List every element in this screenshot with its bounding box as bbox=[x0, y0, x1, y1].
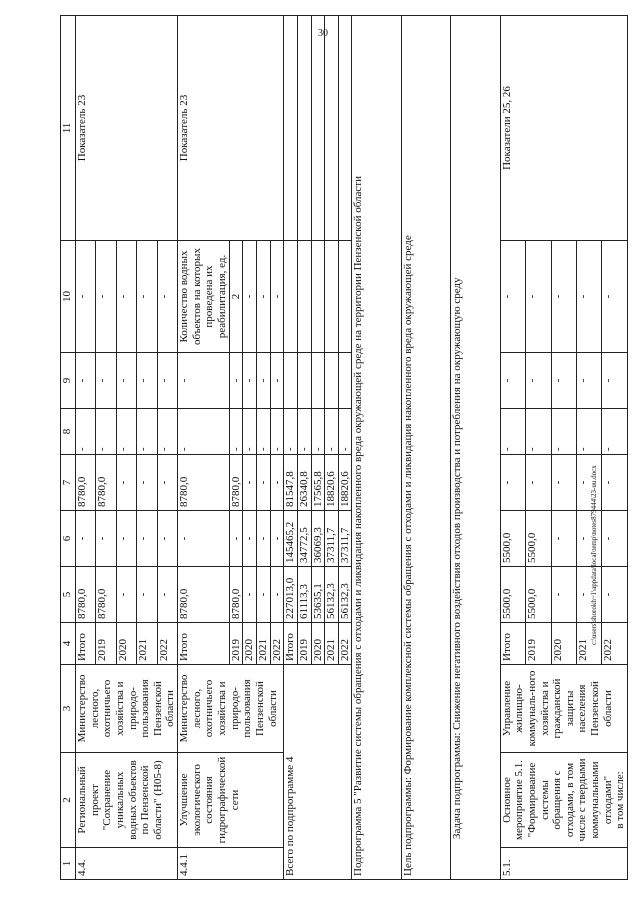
value-cell: 53635,1 bbox=[311, 567, 325, 623]
year-cell: 2019 bbox=[526, 623, 551, 665]
value-cell: - bbox=[325, 409, 339, 455]
year-cell: 2022 bbox=[270, 623, 284, 665]
value-cell: - bbox=[178, 409, 230, 455]
value-cell: 56132,3 bbox=[338, 567, 352, 623]
document-path-footer: c:\users\shorokh~1\appdata\local\temp\notes879444\23-uu.docx bbox=[590, 465, 598, 645]
value-cell: - bbox=[96, 409, 116, 455]
value-cell: - bbox=[551, 353, 576, 409]
year-cell: 2019 bbox=[297, 623, 311, 665]
year-cell: 2022 bbox=[602, 623, 628, 665]
col-num: 3 bbox=[61, 665, 76, 753]
year-cell: 2021 bbox=[577, 623, 602, 665]
year-cell: 2021 bbox=[256, 623, 270, 665]
empty-cell bbox=[297, 16, 311, 241]
value-cell: - bbox=[338, 409, 352, 455]
col-num: 9 bbox=[61, 353, 76, 409]
col-num: 4 bbox=[61, 623, 76, 665]
measure-name-sub: в том числе: bbox=[614, 771, 627, 829]
value-cell: - bbox=[500, 241, 525, 353]
year-cell: Итого bbox=[284, 623, 298, 665]
total-row bbox=[284, 16, 298, 880]
value-cell: - bbox=[551, 567, 576, 623]
value-cell: 26340,8 bbox=[297, 455, 311, 511]
value-cell: 5500,0 bbox=[526, 567, 551, 623]
empty-cell bbox=[297, 353, 311, 409]
subprogram-title: Подпрограмма 5 "Развитие системы обращения с отходами и ликвидация накопленного вреда окружающей среде на территории Пензенской области bbox=[352, 16, 401, 880]
value-cell: - bbox=[602, 409, 628, 455]
value-cell: - bbox=[116, 409, 136, 455]
value-cell: - bbox=[311, 409, 325, 455]
value-cell: 8780,0 bbox=[178, 455, 230, 511]
value-cell: - bbox=[157, 567, 177, 623]
value-cell: 34772,5 bbox=[297, 511, 311, 567]
value-cell: 61113,3 bbox=[297, 567, 311, 623]
empty-cell bbox=[325, 353, 339, 409]
measure-name bbox=[500, 753, 627, 848]
value-cell: - bbox=[500, 353, 525, 409]
value-cell: - bbox=[76, 353, 96, 409]
indicator-ref: Показатель 23 bbox=[76, 16, 178, 241]
value-cell: - bbox=[116, 241, 136, 353]
value-cell: - bbox=[137, 241, 157, 353]
value-cell: - bbox=[270, 455, 284, 511]
executor: Министерство лесного, охотничьего хозяйства и природо-пользования Пензенской области bbox=[76, 665, 178, 753]
value-cell: - bbox=[577, 567, 602, 623]
year-cell: 2020 bbox=[116, 623, 136, 665]
empty-cell bbox=[311, 241, 325, 353]
value-cell: 36069,3 bbox=[311, 511, 325, 567]
value-cell: - bbox=[96, 241, 116, 353]
value-cell: - bbox=[284, 409, 298, 455]
value-cell: 81547,8 bbox=[284, 455, 298, 511]
value-cell: 5500,0 bbox=[500, 567, 525, 623]
value-cell: - bbox=[256, 409, 270, 455]
value-cell: - bbox=[526, 409, 551, 455]
value-cell: - bbox=[229, 353, 243, 409]
subprogram-goal: Цель подпрограммы: Формирование комплексной системы обращения с отходами и ликвидация накопленного вреда окружающей среде bbox=[401, 16, 450, 880]
value-cell: - bbox=[243, 353, 257, 409]
value-cell: - bbox=[526, 241, 551, 353]
value-cell: - bbox=[500, 455, 525, 511]
subprogram-task: Задача подпрограммы: Снижение негативного воздействия отходов производства и потребления на окружающую среду bbox=[451, 16, 500, 880]
col-num: 2 bbox=[61, 753, 76, 848]
value-cell: 37311,7 bbox=[338, 511, 352, 567]
subprogram-task-row bbox=[451, 16, 500, 880]
value-cell: - bbox=[76, 409, 96, 455]
value-cell: - bbox=[116, 455, 136, 511]
value-cell: - bbox=[157, 241, 177, 353]
empty-cell bbox=[311, 353, 325, 409]
column-number-row bbox=[61, 16, 76, 880]
value-cell: - bbox=[256, 353, 270, 409]
col-num: 10 bbox=[61, 241, 76, 353]
table-row bbox=[178, 16, 230, 880]
value-cell: - bbox=[76, 511, 96, 567]
row-number: 4.4.1 bbox=[178, 848, 284, 880]
value-cell: - bbox=[270, 511, 284, 567]
empty-cell bbox=[297, 241, 311, 353]
value-cell: - bbox=[76, 241, 96, 353]
executor: Управление жилищно-коммуналь-ного хозяйства и гражданской защиты населения Пензенской области bbox=[500, 665, 627, 753]
value-cell: 8780,0 bbox=[96, 455, 116, 511]
value-cell: - bbox=[157, 455, 177, 511]
col-num: 5 bbox=[61, 567, 76, 623]
value-cell: - bbox=[551, 511, 576, 567]
value-cell: - bbox=[551, 455, 576, 511]
value-cell: - bbox=[157, 409, 177, 455]
value-cell: 8780,0 bbox=[96, 567, 116, 623]
measure-name-text: Основное мероприятие 5.1. "Формирование системы обращения с отходами, в том числе с твердыми коммунальными отходами" bbox=[500, 758, 614, 842]
col-num: 1 bbox=[61, 848, 76, 880]
col-num: 7 bbox=[61, 455, 76, 511]
value-cell: 56132,3 bbox=[325, 567, 339, 623]
value-cell: - bbox=[157, 353, 177, 409]
value-cell: - bbox=[137, 455, 157, 511]
empty-cell bbox=[284, 353, 298, 409]
measure-name: Региональный проект "Сохранение уникальных водных объектов по Пензенской области" (Н05-8) bbox=[76, 753, 178, 848]
empty-cell bbox=[284, 16, 298, 241]
year-cell: 2019 bbox=[96, 623, 116, 665]
value-cell: - bbox=[297, 409, 311, 455]
col-num: 8 bbox=[61, 409, 76, 455]
subprogram-goal-row bbox=[401, 16, 450, 880]
value-cell: - bbox=[116, 567, 136, 623]
row-number: 5.1. bbox=[500, 848, 627, 880]
value-cell: - bbox=[229, 409, 243, 455]
empty-cell bbox=[325, 16, 339, 241]
value-cell: - bbox=[270, 353, 284, 409]
empty-cell bbox=[284, 241, 298, 353]
empty-cell bbox=[325, 241, 339, 353]
empty-cell bbox=[338, 353, 352, 409]
value-cell: 5500,0 bbox=[526, 511, 551, 567]
col-num: 6 bbox=[61, 511, 76, 567]
budget-table bbox=[60, 15, 628, 880]
value-cell: - bbox=[256, 567, 270, 623]
value-cell: - bbox=[178, 511, 230, 567]
value-cell: - bbox=[526, 455, 551, 511]
col-num: 11 bbox=[61, 16, 76, 241]
value-cell: - bbox=[137, 511, 157, 567]
value-cell: 8780,0 bbox=[76, 455, 96, 511]
value-cell: 37311,7 bbox=[325, 511, 339, 567]
year-cell: 2019 bbox=[229, 623, 243, 665]
value-cell: 8780,0 bbox=[76, 567, 96, 623]
value-cell: 8780,0 bbox=[178, 567, 230, 623]
value-cell: - bbox=[256, 511, 270, 567]
value-cell: 18820,6 bbox=[325, 455, 339, 511]
empty-cell bbox=[338, 241, 352, 353]
empty-cell bbox=[311, 16, 325, 241]
measure-name: Улучшение экологического состояния гидрографической сети bbox=[178, 753, 284, 848]
value-cell: - bbox=[243, 241, 257, 353]
year-cell: Итого bbox=[178, 623, 230, 665]
year-cell: 2020 bbox=[551, 623, 576, 665]
value-cell: - bbox=[577, 353, 602, 409]
value-cell: 2 bbox=[229, 241, 243, 353]
table-row bbox=[500, 16, 525, 880]
value-cell: - bbox=[602, 353, 628, 409]
indicator-ref: Показатели 25, 26 bbox=[500, 16, 627, 241]
year-cell: Итого bbox=[500, 623, 525, 665]
value-cell: - bbox=[256, 455, 270, 511]
total-label: Всего по подпрограмме 4 bbox=[284, 665, 352, 880]
year-cell: Итого bbox=[76, 623, 96, 665]
value-cell: - bbox=[229, 511, 243, 567]
value-cell: - bbox=[551, 241, 576, 353]
value-cell: - bbox=[577, 409, 602, 455]
value-cell: - bbox=[116, 511, 136, 567]
year-cell: 2020 bbox=[311, 623, 325, 665]
year-cell: 2022 bbox=[338, 623, 352, 665]
value-cell: - bbox=[577, 511, 602, 567]
value-cell: - bbox=[243, 567, 257, 623]
value-cell: - bbox=[243, 511, 257, 567]
value-cell: - bbox=[96, 511, 116, 567]
value-cell: - bbox=[256, 241, 270, 353]
table-row bbox=[76, 16, 96, 880]
subprogram-title-row bbox=[352, 16, 401, 880]
value-cell: - bbox=[270, 567, 284, 623]
value-cell: - bbox=[270, 409, 284, 455]
value-cell: 8780,0 bbox=[229, 567, 243, 623]
value-cell: 5500,0 bbox=[500, 511, 525, 567]
value-cell: - bbox=[137, 353, 157, 409]
value-cell: 227013,0 bbox=[284, 567, 298, 623]
value-cell: - bbox=[96, 353, 116, 409]
value-cell: - bbox=[270, 241, 284, 353]
rotated-table-container bbox=[60, 16, 628, 880]
year-cell: 2022 bbox=[157, 623, 177, 665]
value-cell: - bbox=[157, 511, 177, 567]
indicator-ref: Показатель 23 bbox=[178, 16, 284, 241]
value-cell: 145465,2 bbox=[284, 511, 298, 567]
year-cell: 2021 bbox=[325, 623, 339, 665]
value-cell: - bbox=[500, 409, 525, 455]
value-cell: - bbox=[602, 241, 628, 353]
value-cell: - bbox=[178, 353, 230, 409]
indicator-label: Количество водных объектов на которых проведена их реабилитация, ед. bbox=[178, 241, 230, 353]
value-cell: 18820,6 bbox=[338, 455, 352, 511]
value-cell: - bbox=[243, 455, 257, 511]
value-cell: - bbox=[577, 455, 602, 511]
value-cell: - bbox=[137, 409, 157, 455]
value-cell: - bbox=[602, 455, 628, 511]
row-number: 4.4. bbox=[76, 848, 178, 880]
executor: Министерство лесного, охотничьего хозяйства и природо-пользования Пензенской области bbox=[178, 665, 284, 753]
value-cell: - bbox=[243, 409, 257, 455]
year-cell: 2020 bbox=[243, 623, 257, 665]
value-cell: - bbox=[526, 353, 551, 409]
value-cell: - bbox=[551, 409, 576, 455]
empty-cell bbox=[338, 16, 352, 241]
value-cell: - bbox=[602, 511, 628, 567]
value-cell: - bbox=[577, 241, 602, 353]
year-cell: 2021 bbox=[137, 623, 157, 665]
value-cell: - bbox=[602, 567, 628, 623]
value-cell: 17565,8 bbox=[311, 455, 325, 511]
value-cell: 8780,0 bbox=[229, 455, 243, 511]
page-number: 30 bbox=[318, 28, 328, 39]
value-cell: - bbox=[116, 353, 136, 409]
value-cell: - bbox=[137, 567, 157, 623]
